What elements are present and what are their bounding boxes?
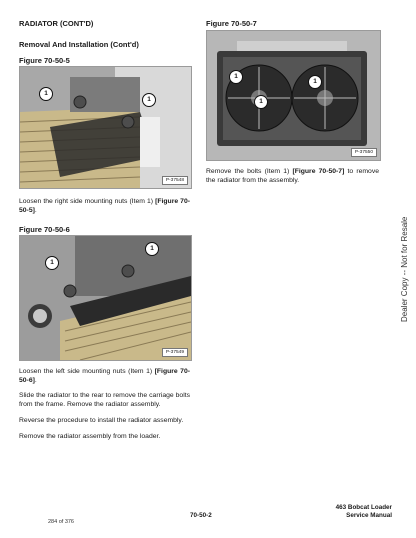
callout-item-1: 1 [45, 256, 59, 270]
instruction-text: Remove the bolts (Item 1) [206, 168, 293, 175]
instruction-end: . [34, 206, 37, 214]
instruction-remove-assembly: Remove the radiator assembly from the loader. [19, 433, 161, 440]
manual-subtitle: Service Manual [346, 512, 392, 519]
callout-item-1: 1 [142, 93, 156, 107]
photo-code: P-37549 [162, 348, 188, 357]
figure-reference: [Figure 70-50-6] [19, 368, 190, 384]
figure-reference: [Figure 70-50-7] [292, 168, 345, 175]
instruction-reverse: Reverse the procedure to install the radiator assembly. [19, 417, 184, 424]
callout-item-1: 1 [229, 70, 243, 84]
callout-item-1: 1 [145, 242, 159, 256]
figure-label-70-50-6: Figure 70-50-6 [19, 225, 70, 234]
callout-item-1: 1 [254, 95, 268, 109]
figure-70-50-6-photo [19, 235, 192, 361]
instruction-text: Loosen the left side mounting nuts (Item 1) [19, 368, 155, 375]
radiator-left-mount-illustration [20, 236, 191, 360]
callout-item-1: 1 [308, 75, 322, 89]
figure-70-50-5-photo [19, 66, 192, 189]
figure-label-70-50-7: Figure 70-50-7 [206, 19, 257, 28]
radiator-right-mount-illustration [20, 67, 191, 188]
callout-item-1: 1 [39, 87, 53, 101]
photo-code: P-37550 [351, 148, 377, 157]
instruction-remove-bolts [206, 168, 379, 185]
dealer-copy-watermark: Dealer Copy -- Not for Resale [400, 216, 409, 322]
subsection-title: Removal And Installation (Cont'd) [19, 40, 139, 49]
photo-code: P-37548 [162, 176, 188, 185]
instruction-right-nuts [19, 198, 190, 215]
instruction-end: to remove the radiator from the assembly. [206, 168, 379, 184]
radiator-fan-assembly-illustration [207, 31, 380, 160]
figure-reference: [Figure 70-50-5] [19, 198, 190, 214]
instruction-text: Loosen the right side mounting nuts (Item 1) [19, 198, 156, 205]
page-count: 284 of 376 [48, 519, 74, 525]
section-title: RADIATOR (CONT'D) [19, 19, 94, 28]
page-code: 70-50-2 [190, 512, 212, 519]
figure-70-50-7-photo [206, 30, 381, 161]
figure-label-70-50-5: Figure 70-50-5 [19, 56, 70, 65]
manual-title: 463 Bobcat Loader [335, 504, 392, 511]
instruction-left-nuts [19, 368, 190, 385]
instruction-end: . [34, 376, 37, 384]
instruction-slide-radiator: Slide the radiator to the rear to remove the carriage bolts from the frame. Remove the radiator assembly. [19, 392, 190, 408]
